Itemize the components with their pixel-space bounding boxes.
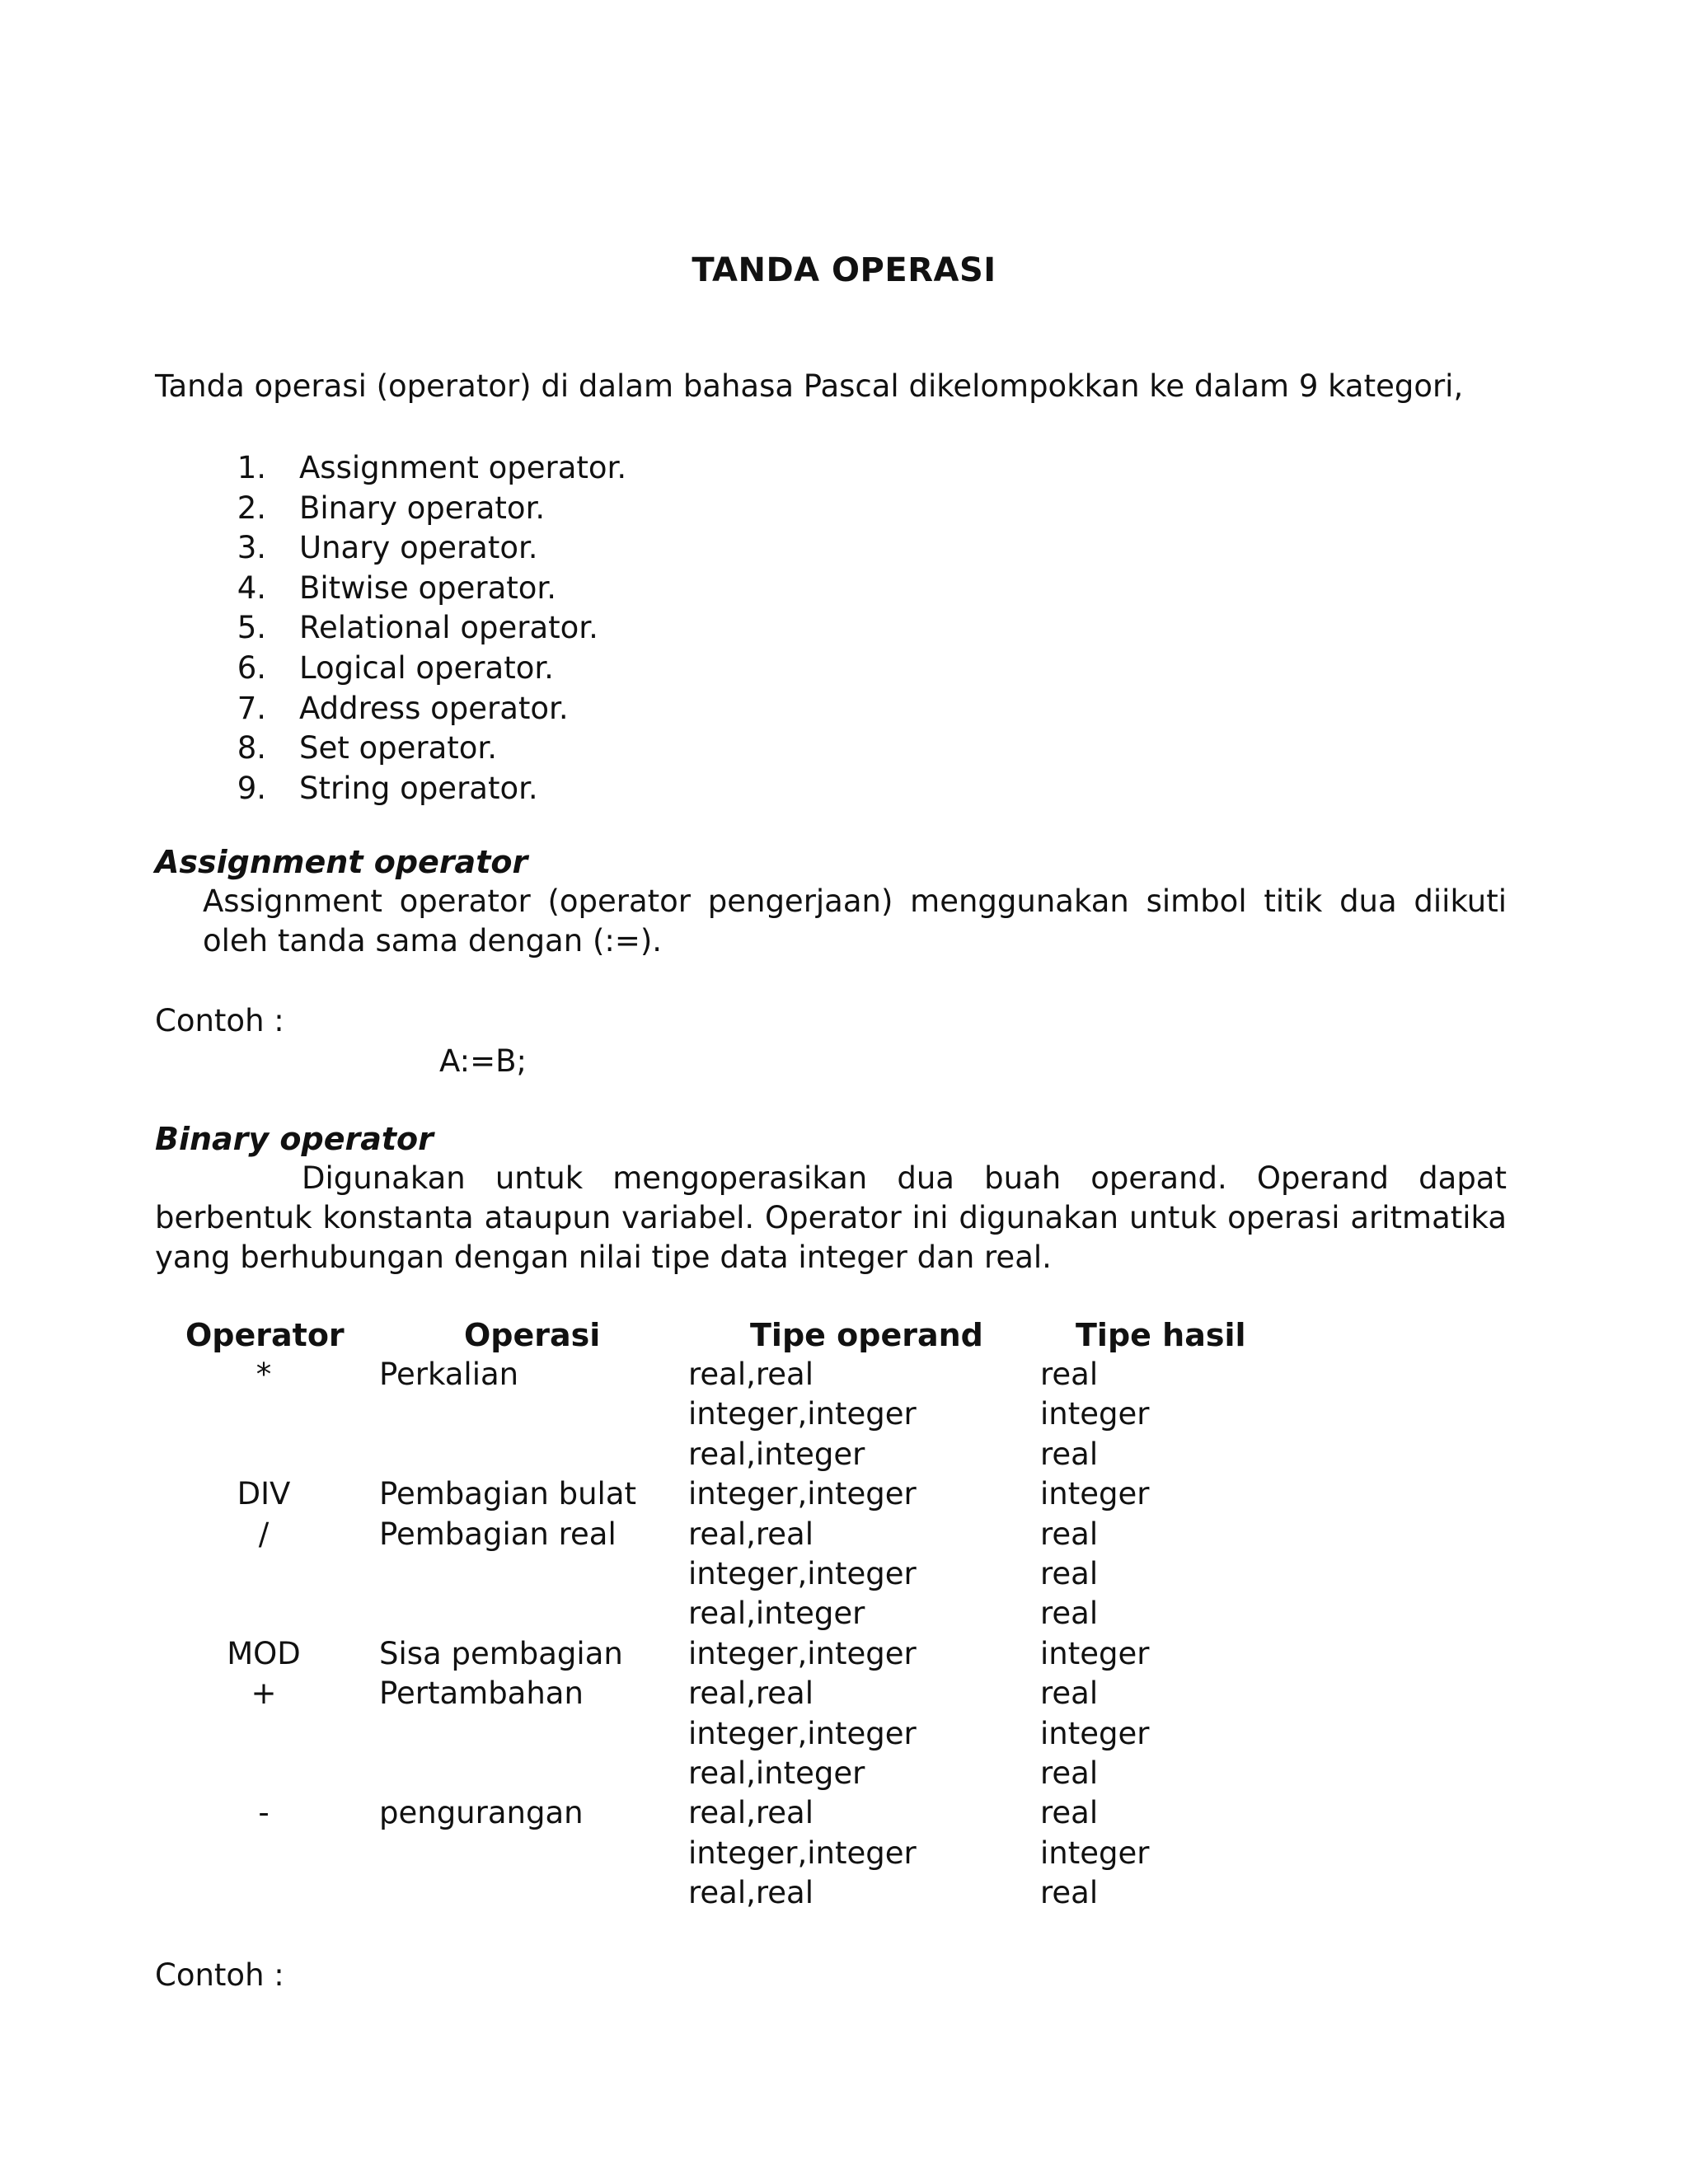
binary-heading: Binary operator (155, 1121, 434, 1157)
assignment-heading: Assignment operator (155, 844, 528, 880)
list-item (202, 528, 626, 569)
table-row (0, 1873, 1688, 1913)
tipe-hasil-cell: real (1040, 1436, 1099, 1472)
list-item (202, 769, 626, 809)
tipe-hasil-cell: real (1040, 1516, 1099, 1552)
list-item (202, 689, 626, 729)
table-row (0, 1714, 1688, 1754)
table-row (0, 1594, 1688, 1633)
header-tipe-hasil: Tipe hasil (1076, 1317, 1246, 1353)
page-title: TANDA OPERASI (692, 251, 996, 289)
list-label: Address operator. (299, 690, 569, 726)
list-label: Set operator. (299, 730, 498, 766)
tipe-hasil-cell: real (1040, 1875, 1099, 1911)
table-row (0, 1834, 1688, 1873)
list-number: 7. (237, 690, 266, 726)
list-number: 2. (237, 490, 266, 526)
assignment-example-label: Contoh : (155, 1003, 284, 1038)
list-label: Binary operator. (299, 490, 546, 526)
list-item (202, 448, 626, 489)
tipe-operand-cell: real,real (688, 1357, 814, 1392)
tipe-operand-cell: integer,integer (688, 1476, 917, 1512)
list-number: 9. (237, 770, 266, 806)
category-list (202, 448, 626, 808)
table-row (0, 1793, 1688, 1833)
tipe-hasil-cell: integer (1040, 1835, 1150, 1871)
table-row (0, 1634, 1688, 1674)
tipe-hasil-cell: real (1040, 1556, 1099, 1591)
tipe-operand-cell: real,real (688, 1675, 814, 1712)
operasi-cell: pengurangan (379, 1795, 584, 1831)
table-row (0, 1754, 1688, 1793)
table-row (0, 1515, 1688, 1554)
list-number: 6. (237, 649, 266, 686)
header-operator: Operator (185, 1317, 345, 1353)
list-number: 8. (237, 730, 266, 766)
tipe-hasil-cell: integer (1040, 1396, 1150, 1432)
tipe-hasil-cell: real (1040, 1596, 1099, 1632)
binary-example-label: Contoh : (155, 1957, 284, 1993)
tipe-hasil-cell: integer (1040, 1476, 1150, 1512)
tipe-operand-cell: integer,integer (688, 1635, 917, 1671)
table-row (0, 1394, 1688, 1434)
tipe-operand-cell: real,real (688, 1875, 814, 1911)
list-label: String operator. (299, 770, 538, 806)
operator-cell: / (258, 1516, 270, 1552)
binary-paragraph: Digunakan untuk mengoperasikan dua buah operand. Operand dapat berbentuk konstanta ataupun variabel. Operator ini digunakan untuk operasi aritmatika yang berhubungan dengan nilai tipe data integer dan real. (155, 1160, 1507, 1275)
operator-cell: DIV (237, 1476, 291, 1512)
list-item (202, 489, 626, 529)
table-row (0, 1435, 1688, 1474)
operator-cell: MOD (227, 1635, 301, 1671)
table-row (0, 1554, 1688, 1594)
tipe-operand-cell: integer,integer (688, 1715, 917, 1751)
list-number: 4. (237, 569, 266, 606)
operasi-cell: Pembagian bulat (379, 1476, 637, 1512)
tipe-hasil-cell: real (1040, 1755, 1099, 1791)
list-item (202, 569, 626, 609)
operasi-cell: Pembagian real (379, 1516, 617, 1552)
assignment-example-code: A:=B; (439, 1043, 527, 1079)
operator-cell: + (251, 1675, 277, 1712)
list-item (202, 608, 626, 649)
table-row (0, 1674, 1688, 1713)
header-operasi: Operasi (464, 1317, 601, 1353)
list-label: Assignment operator. (299, 450, 627, 485)
tipe-hasil-cell: integer (1040, 1635, 1150, 1671)
operasi-cell: Pertambahan (379, 1675, 584, 1712)
tipe-operand-cell: real,integer (688, 1755, 865, 1791)
operasi-cell: Sisa pembagian (379, 1635, 623, 1671)
tipe-hasil-cell: real (1040, 1357, 1099, 1392)
tipe-operand-cell: real,real (688, 1795, 814, 1831)
assignment-paragraph: Assignment operator (operator pengerjaan) menggunakan simbol titik dua diikuti oleh tanda sama dengan (:=). (203, 883, 1507, 958)
list-label: Unary operator. (299, 530, 538, 566)
list-label: Logical operator. (299, 649, 554, 686)
tipe-operand-cell: real,real (688, 1516, 814, 1552)
tipe-operand-cell: integer,integer (688, 1556, 917, 1591)
list-label: Bitwise operator. (299, 569, 557, 606)
tipe-operand-cell: real,integer (688, 1436, 865, 1472)
tipe-operand-cell: integer,integer (688, 1396, 917, 1432)
operator-cell: - (258, 1795, 270, 1831)
list-item (202, 649, 626, 689)
header-tipe-operand: Tipe operand (750, 1317, 983, 1353)
tipe-operand-cell: real,integer (688, 1596, 865, 1632)
list-item (202, 729, 626, 769)
operasi-cell: Perkalian (379, 1357, 519, 1392)
table-row (0, 1355, 1688, 1394)
tipe-hasil-cell: integer (1040, 1715, 1150, 1751)
list-number: 3. (237, 530, 266, 566)
tipe-hasil-cell: real (1040, 1675, 1099, 1712)
operator-cell: * (256, 1357, 272, 1392)
list-number: 5. (237, 610, 266, 646)
intro-paragraph: Tanda operasi (operator) di dalam bahasa Pascal dikelompokkan ke dalam 9 kategori, (155, 368, 1464, 404)
tipe-operand-cell: integer,integer (688, 1835, 917, 1871)
tipe-hasil-cell: real (1040, 1795, 1099, 1831)
list-label: Relational operator. (299, 610, 598, 646)
table-row (0, 1474, 1688, 1514)
list-number: 1. (237, 450, 266, 485)
